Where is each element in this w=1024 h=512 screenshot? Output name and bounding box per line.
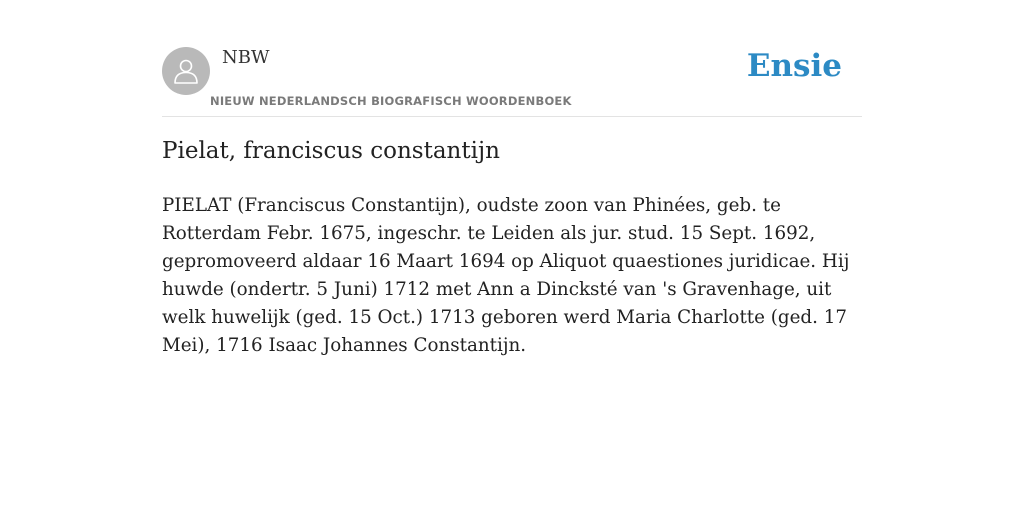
user-silhouette-icon [172,57,200,85]
source-full-title: NIEUW NEDERLANDSCH BIOGRAFISCH WOORDENBOEK [210,94,572,108]
page-title: Pielat, franciscus constantijn [162,138,500,164]
brand-logo[interactable]: Ensie [746,48,842,84]
source-header [162,40,862,117]
article-body: PIELAT (Franciscus Constantijn), oudste zoon van Phinées, geb. te Rotterdam Febr. 1675, ingeschr. te Leiden als jur. stud. 15 Sept. 1692, gepromoveerd aldaar 16 Maart 1694 op Aliquot quaestiones juridicae. Hij huwde (ondertr. 5 Juni) 1712 met Ann a Dincksté van 's Gravenhage, uit welk huwelijk (ged. 15 Oct.) 1713 geboren werd Maria Charlotte (ged. 17 Mei), 1716 Isaac Johannes Constantijn. [162,195,850,356]
source-avatar[interactable] [162,47,210,95]
source-name[interactable]: NBW [222,47,270,68]
